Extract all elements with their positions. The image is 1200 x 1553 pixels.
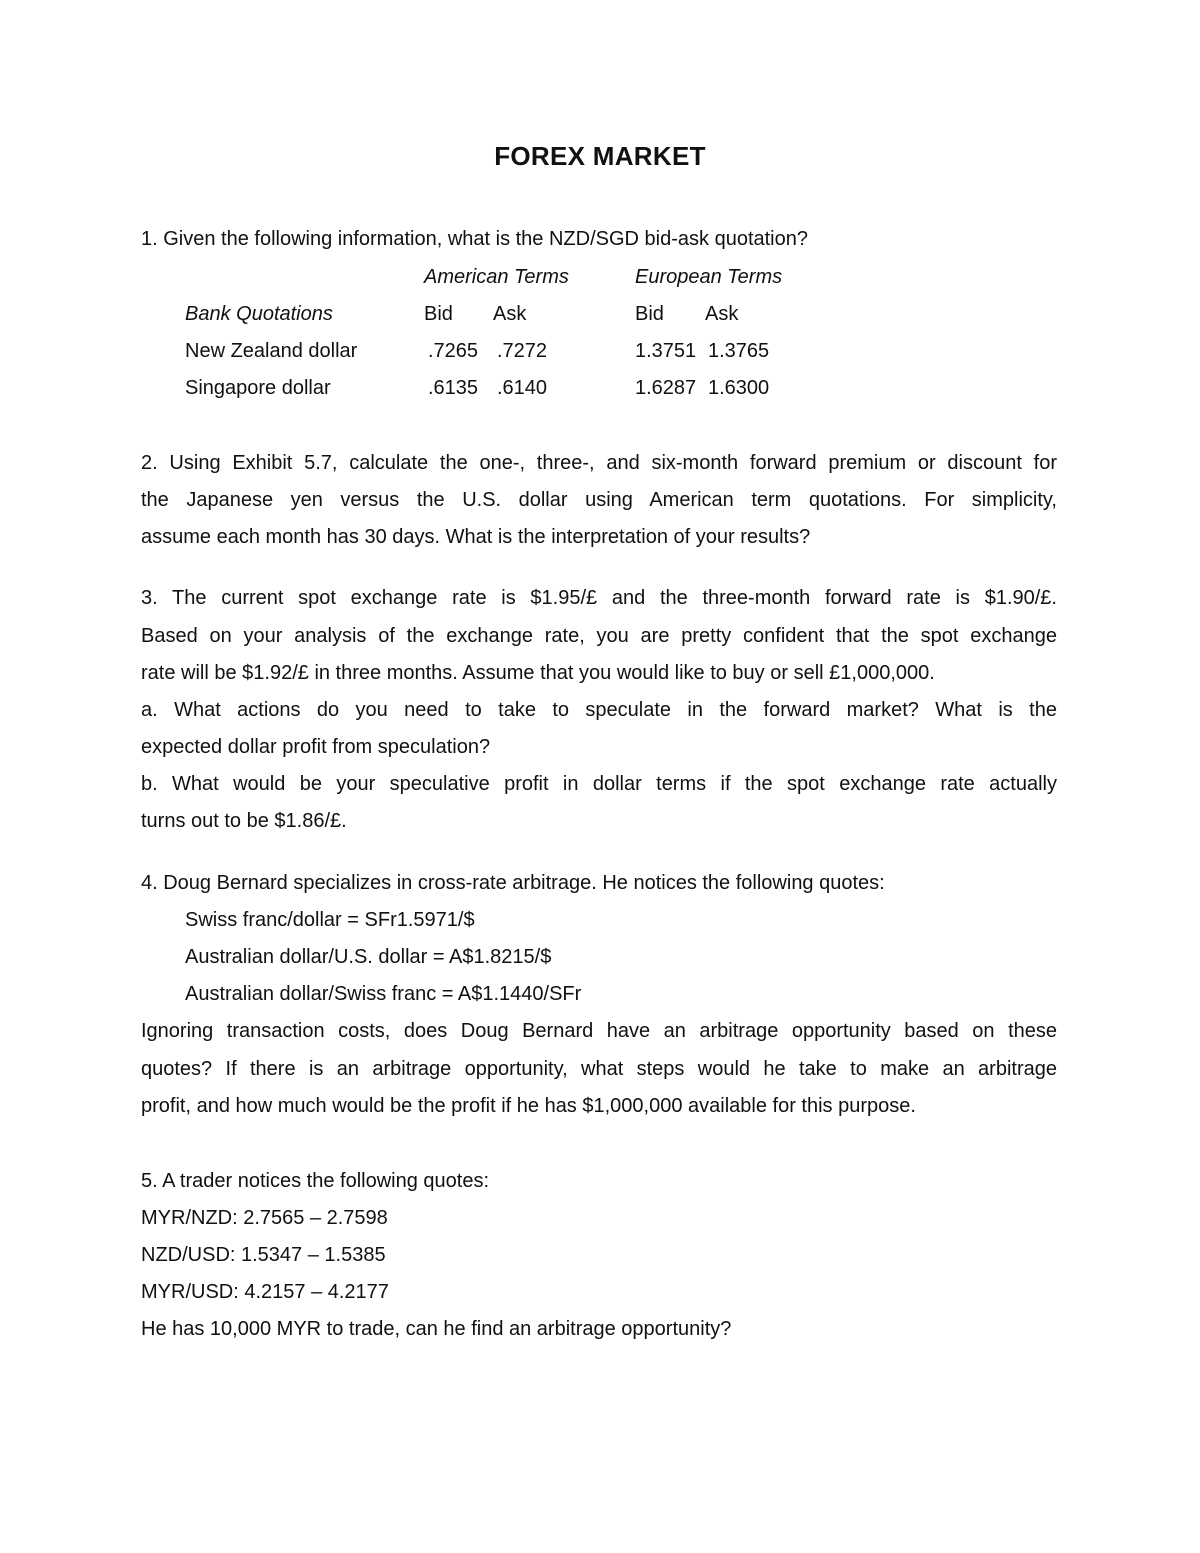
- header-european-terms: European Terms: [635, 266, 783, 288]
- header-american-terms: American Terms: [424, 266, 569, 288]
- row-sgd-european-ask: 1.6300: [708, 377, 770, 399]
- question-3-line: rate will be $1.92/£ in three months. Assume that you would like to buy or sell £1,000,000.: [141, 662, 935, 684]
- question-2-line: assume each month has 30 days. What is the interpretation of your results?: [141, 526, 811, 548]
- header-american-ask: Ask: [493, 303, 527, 325]
- question-5-quote: MYR/NZD: 2.7565 – 2.7598: [141, 1207, 388, 1229]
- row-nzd-american-bid: .7265: [428, 340, 479, 362]
- question-3b-line: b. What would be your speculative profit in dollar terms if the spot exchange rate actually: [141, 773, 1057, 795]
- row-nzd-name: New Zealand dollar: [185, 340, 358, 362]
- question-3-line: Based on your analysis of the exchange rate, you are pretty confident that the spot exchange: [141, 625, 1057, 647]
- question-5-question: He has 10,000 MYR to trade, can he find an arbitrage opportunity?: [141, 1318, 732, 1340]
- question-5-quote: NZD/USD: 1.5347 – 1.5385: [141, 1244, 386, 1266]
- row-nzd-european-bid: 1.3751: [635, 340, 697, 362]
- header-european-bid: Bid: [635, 303, 664, 325]
- question-4-intro: 4. Doug Bernard specializes in cross-rate arbitrage. He notices the following quotes:: [141, 872, 885, 894]
- question-4-quote: Australian dollar/U.S. dollar = A$1.8215/$: [185, 946, 552, 968]
- question-5-intro: 5. A trader notices the following quotes:: [141, 1170, 489, 1192]
- question-2-line: 2. Using Exhibit 5.7, calculate the one-, three-, and six-month forward premium or discount for: [141, 452, 1057, 474]
- row-nzd-european-ask: 1.3765: [708, 340, 770, 362]
- question-4-line: Ignoring transaction costs, does Doug Bernard have an arbitrage opportunity based on these: [141, 1020, 1057, 1042]
- question-4-quote: Swiss franc/dollar = SFr1.5971/$: [185, 909, 475, 931]
- question-5-quote: MYR/USD: 4.2157 – 4.2177: [141, 1281, 389, 1303]
- row-sgd-american-ask: .6140: [497, 377, 548, 399]
- header-bank-quotations: Bank Quotations: [185, 303, 333, 325]
- row-sgd-name: Singapore dollar: [185, 377, 331, 399]
- header-american-bid: Bid: [424, 303, 453, 325]
- page-title: FOREX MARKET: [494, 141, 706, 171]
- row-sgd-european-bid: 1.6287: [635, 377, 697, 399]
- row-sgd-american-bid: .6135: [428, 377, 479, 399]
- question-3a-line: a. What actions do you need to take to speculate in the forward market? What is the: [141, 699, 1057, 721]
- question-3a-line: expected dollar profit from speculation?: [141, 736, 491, 758]
- question-4-line: quotes? If there is an arbitrage opportunity, what steps would he take to make an arbitrage: [141, 1058, 1057, 1080]
- header-european-ask: Ask: [705, 303, 739, 325]
- question-2-line: the Japanese yen versus the U.S. dollar using American term quotations. For simplicity,: [141, 489, 1057, 511]
- question-4-line: profit, and how much would be the profit if he has $1,000,000 available for this purpose.: [141, 1095, 916, 1117]
- question-3b-line: turns out to be $1.86/£.: [141, 810, 347, 832]
- question-3-line: 3. The current spot exchange rate is $1.95/£ and the three-month forward rate is $1.90/£.: [141, 587, 1057, 609]
- question-4-quote: Australian dollar/Swiss franc = A$1.1440/SFr: [185, 983, 582, 1005]
- question-1-text: 1. Given the following information, what is the NZD/SGD bid-ask quotation?: [141, 228, 808, 250]
- row-nzd-american-ask: .7272: [497, 340, 548, 362]
